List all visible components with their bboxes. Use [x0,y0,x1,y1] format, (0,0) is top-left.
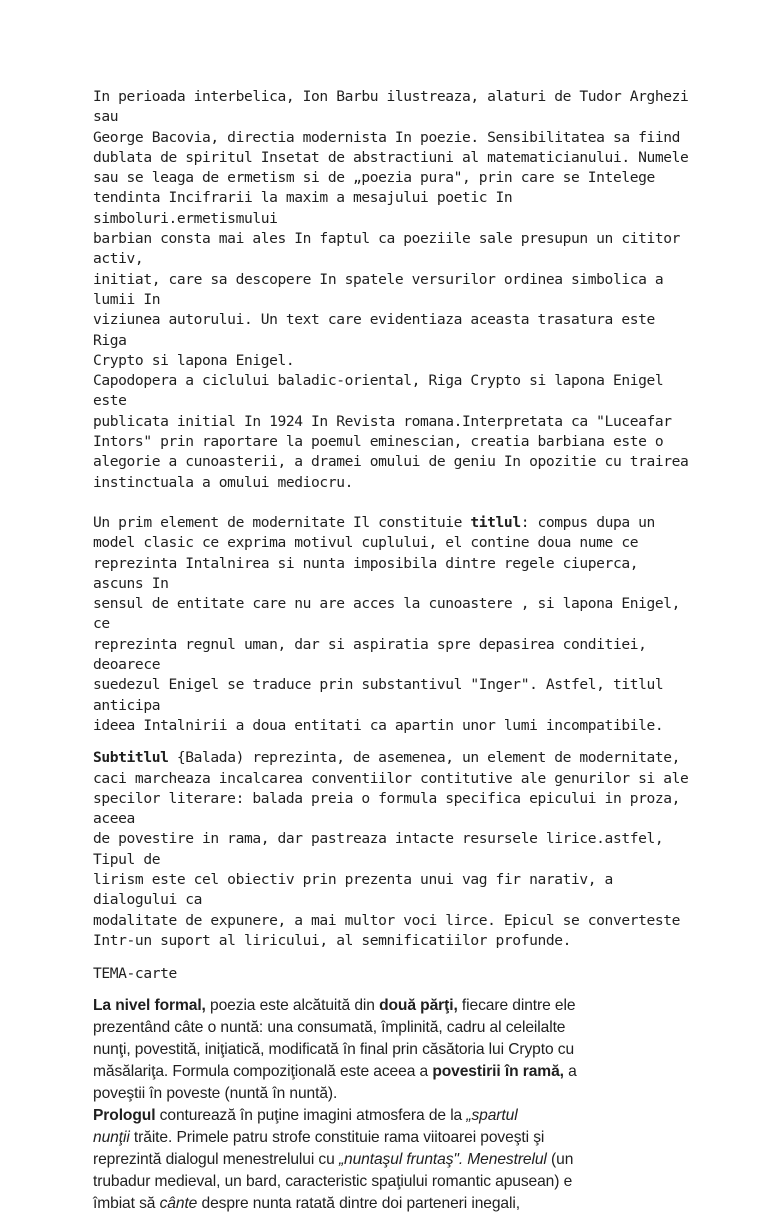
paragraph-text: (un trubadur medieval, un bard, caracteristic spaţiului romantic apusean) e îmbiat să [93,1151,574,1213]
paragraph-text: fiecare dintre ele prezentând câte o nuntă: una consumată, împlinită, cadru al celeilalte nunţi, povestită, iniţiatică, modificată în final prin căsătoria lui Crypto cu măsălariţa. Formula compoziţională este aceea a [93,997,576,1081]
bold-term-povestirii-in-rama: povestirii în ramă, [432,1063,564,1081]
italic-word-cante: cânte [159,1195,198,1213]
paragraph-text: trăite. Primele patru strofe constituie rama viitoarei poveşti şi reprezintă dialogul menestrelului cu [93,1129,545,1169]
paragraph-subtitle-analysis [93,748,693,951]
bold-term-doua-parti: două părţi, [379,997,458,1015]
paragraph-text: conturează în puţine imagini atmosfera de la [155,1107,467,1125]
italic-quote-nuntasul-fruntas: „nuntaşul fruntaş". Menestrelul [338,1151,547,1169]
paragraph-formal-level [93,995,693,1215]
paragraph-intro: In perioada interbelica, Ion Barbu ilustreaza, alaturi de Tudor Arghezi sau George Bacovia, directia modernista In poezie. Sensibilitatea sa fiind dublata de spiritul Insetat de abstractiuni al matematicianului. Numele sau se leaga de ermetism si de „poezia pura", prin care se Intelege tendinta Incifrarii la maxim a mesajului poetic In simboluri.ermetismului barbian consta mai ales In faptul ca poeziile sale presupun un cititor activ, initiat, care sa descopere In spatele versurilor ordinea simbolica a lumii In viziunea autorului. Un text care evidentiaza aceasta trasatura este Riga Crypto si lapona Enigel. Capodopera a ciclului baladic-oriental, Riga Crypto si lapona Enigel este publicata initial In 1924 In Revista romana.Interpretata ca "Luceafar Intors" prin raportare la poemul eminescian, creatia barbiana este o alegorie a cunoasterii, a dramei omului de geniu In opozitie cu trairea instinctuala a omului mediocru. [93,88,689,491]
bold-term-subtitlul: Subtitlul [93,749,169,767]
bold-term-prologul: Prologul [93,1107,156,1125]
italic-quote-spartul-nuntii: „spartul nunţii [93,1107,518,1147]
bold-term-titlul: titlul [470,513,521,531]
paragraph-text: : compus dupa un model clasic ce exprima motivul cuplului, el contine doua nume ce reprezinta Intalnirea si nunta imposibila dintre regele ciuperca, ascuns In sensul de entitate care nu are acces la cunoastere , si lapona Enigel, ce reprezinta regnul uman, dar si aspiratia spre depasirea conditiei, deoarece suedezul Enigel se traduce prin substantivul "Inger". Astfel, titlul anticipa ideea Intalnirii a doua entitati ca apartin unor lumi incompatibile. [93,513,681,734]
paragraph-text: despre nunta ratată dintre doi parteneri inegali, [197,1195,520,1213]
section-heading-tema: TEMA-carte [93,965,177,983]
bold-term-nivel-formal: La nivel formal, [93,997,206,1015]
paragraph-text: {Balada) reprezinta, de asemenea, un element de modernitate, caci marcheaza incalcarea conventiilor contitutive ale genurilor si ale specilor literare: balada preia o formula specifica epicului in proza, aceea de povestire in rama, dar pastreaza intacte resursele lirice.astfel, Tipul de lirism este cel obiectiv prin prezenta unui vag fir narativ, a dialogului ca modalitate de expunere, a mai multor voci lirce. Epicul se converteste Intr-un suport al liricului, al semnificatiilor profunde. [93,749,689,949]
paragraph-text: poezia este alcătuită din [205,997,380,1015]
paragraph-text: a poveştii în poveste (nuntă în nuntă). [93,1063,577,1103]
document-body [93,87,693,1215]
paragraph-title-analysis [93,513,693,736]
paragraph-text: Un prim element de modernitate Il constituie [93,513,471,531]
